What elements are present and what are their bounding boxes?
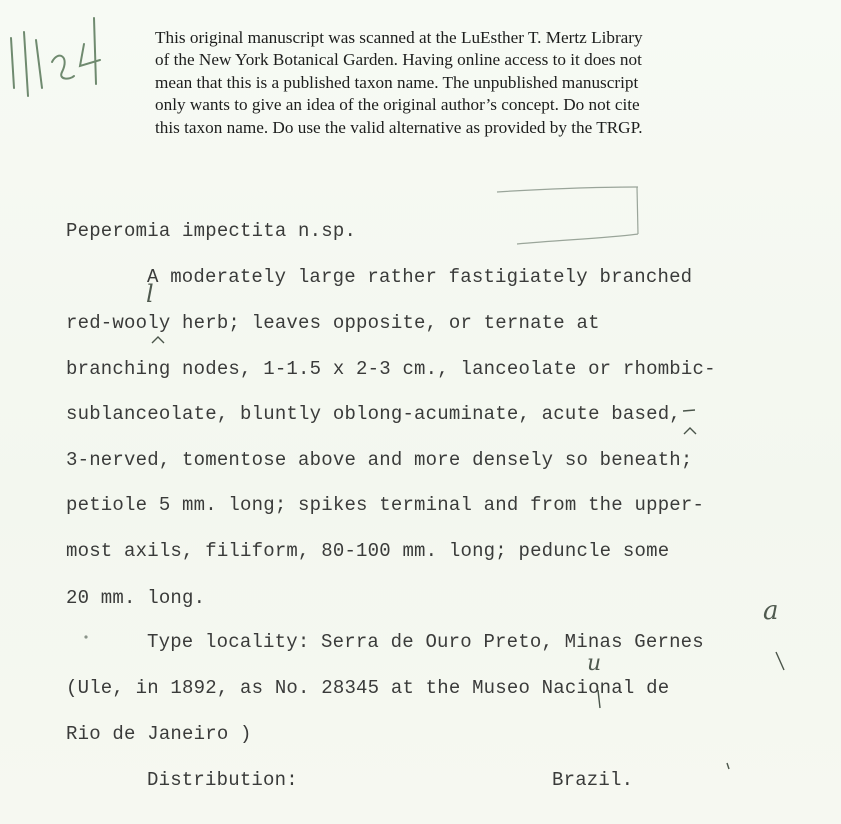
description-line: sublanceolate, bluntly oblong-acuminate, acute based, (66, 403, 681, 425)
description-line: 20 mm. long. (66, 587, 206, 609)
description-line: red-wooly herb; leaves opposite, or ternate at (66, 312, 600, 334)
description-line: branching nodes, 1-1.5 x 2-3 cm., lanceolate or rhombic- (66, 358, 716, 380)
notice-line: mean that this is a published taxon name. The unpublished manuscript (155, 72, 639, 92)
type-locality-line: (Ule, in 1892, as No. 28345 at the Museo Nacional de (66, 677, 670, 699)
description-line: petiole 5 mm. long; spikes terminal and from the upper- (66, 494, 705, 516)
notice-line: This original manuscript was scanned at the LuEsther T. Mertz Library (155, 28, 643, 47)
distribution-label: Distribution: (147, 769, 298, 791)
handwritten-insert-a: a (763, 596, 779, 626)
description-line: A moderately large rather fastigiately branched (147, 266, 693, 288)
type-locality-line: Type locality: Serra de Ouro Preto, Minas Gernes (147, 631, 704, 653)
type-locality-line: Rio de Janeiro ) (66, 723, 252, 745)
handwritten-insert-u: u (587, 651, 602, 676)
notice-line: of the New York Botanical Garden. Having online access to it does not (155, 50, 642, 70)
description-line: most axils, filiform, 80-100 mm. long; peduncle some (66, 540, 670, 562)
species-heading: Peperomia impectita n.sp. (66, 220, 357, 242)
description-line: 3-nerved, tomentose above and more densely so beneath; (66, 449, 693, 471)
notice-line: this taxon name. Do use the valid alternative as provided by the TRGP. (155, 117, 643, 137)
pencil-dot (84, 635, 87, 638)
margin-number-scribble (11, 18, 100, 96)
pencil-box (497, 187, 638, 244)
handwritten-insert-l: l (146, 280, 154, 308)
notice-line: only wants to give an idea of the original author’s concept. Do not cite (155, 95, 640, 115)
library-notice (155, 27, 795, 139)
distribution-value: Brazil. (552, 769, 634, 791)
